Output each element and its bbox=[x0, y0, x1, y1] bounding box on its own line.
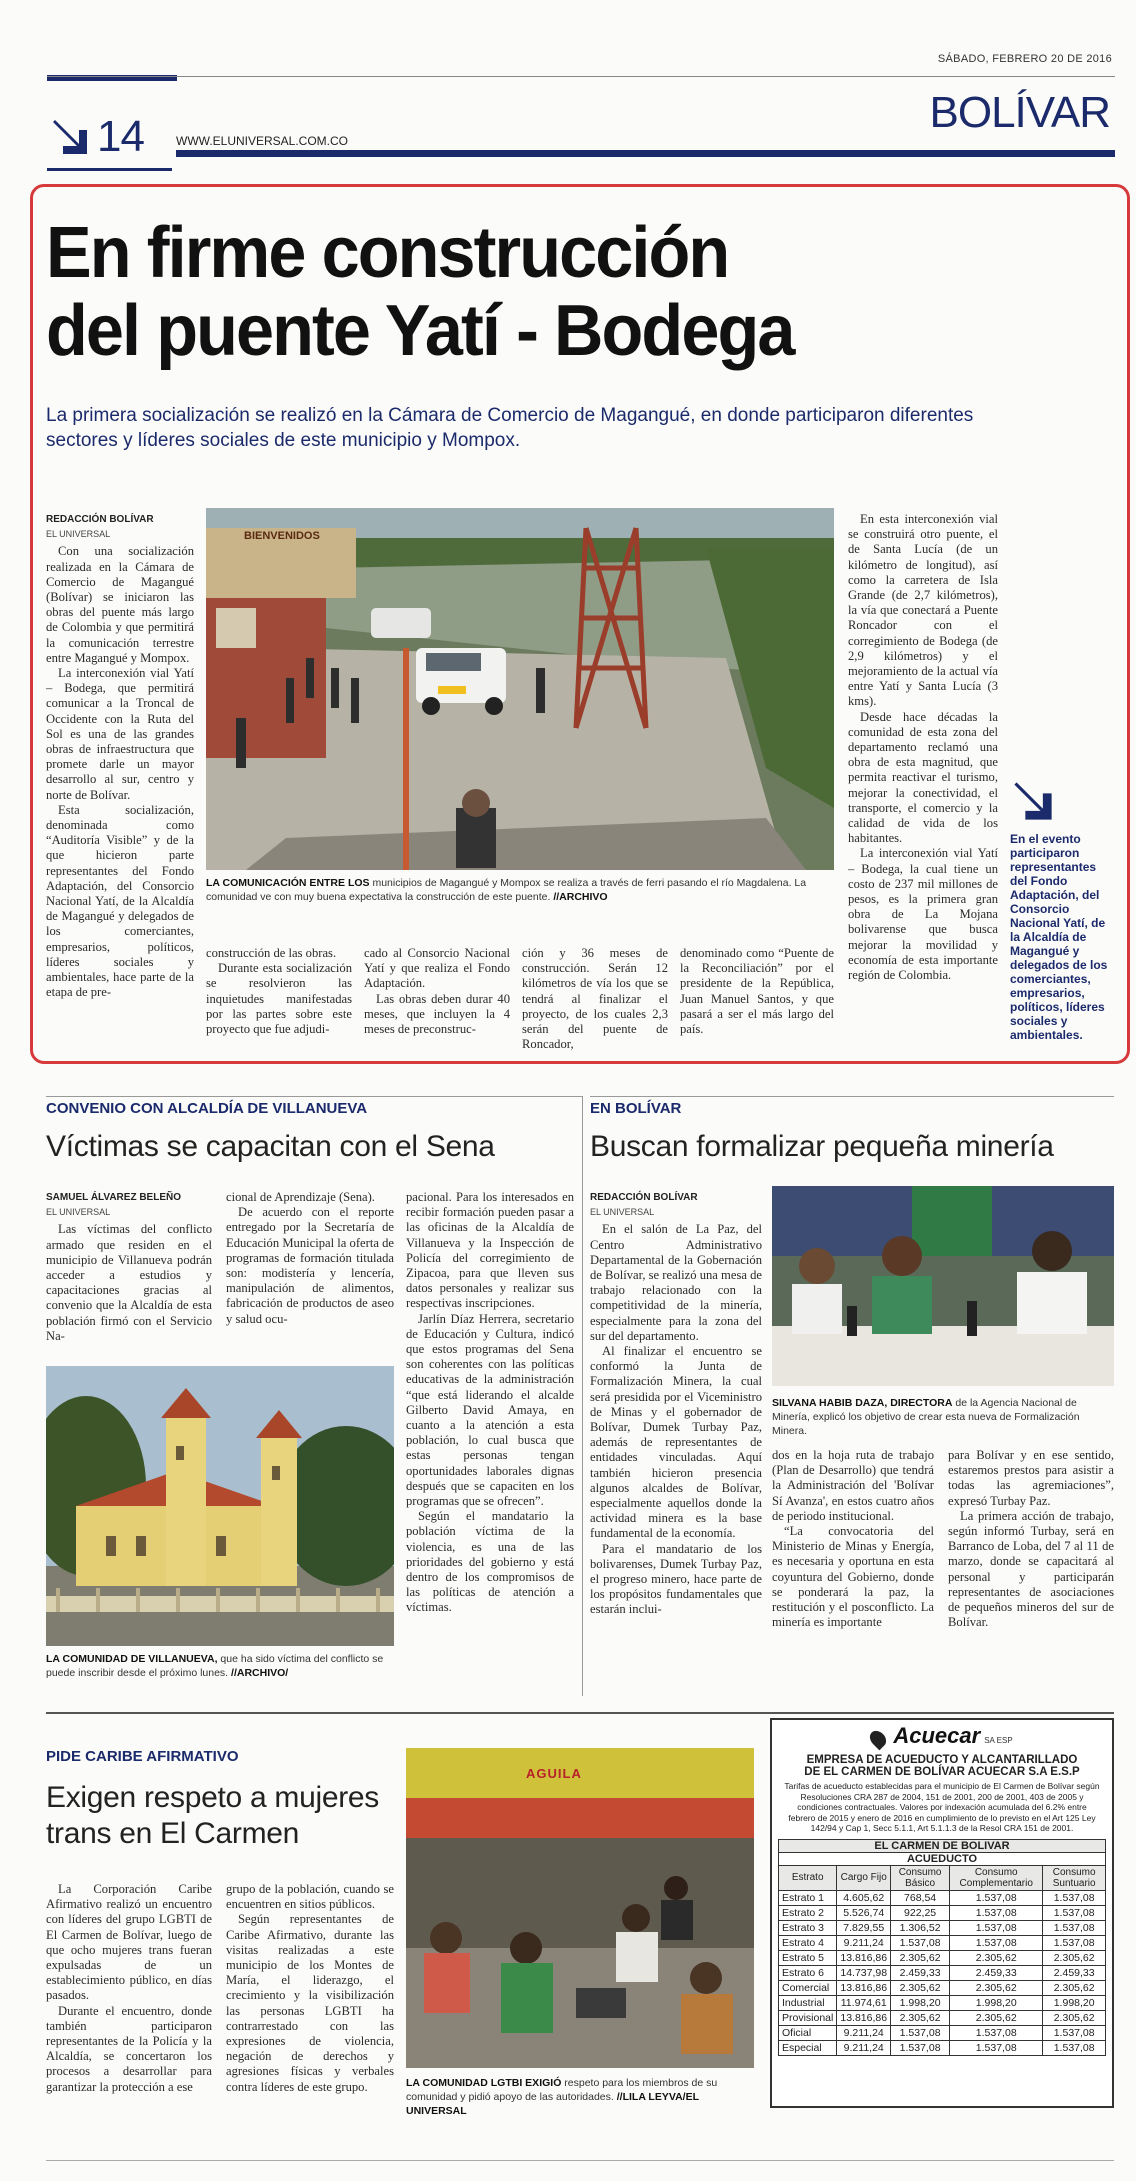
tariff-cell: 1.537,08 bbox=[950, 2040, 1043, 2055]
victimas-byline-outlet: EL UNIVERSAL bbox=[46, 1207, 111, 1218]
main-bottom-col1 bbox=[206, 946, 352, 1037]
tariff-cell: 13.816,86 bbox=[837, 2010, 891, 2025]
tariff-cell: 2.305,62 bbox=[891, 1950, 950, 1965]
tariff-cell: 9.211,24 bbox=[837, 2040, 891, 2055]
tariff-cell: Estrato 5 bbox=[779, 1950, 837, 1965]
tariff-row bbox=[779, 2025, 1106, 2040]
tariff-cell: 1.537,08 bbox=[1043, 1935, 1106, 1950]
main-col4-p2: Desde hace décadas la comunidad de esta zona del departamento reclamó una obra de esta magnitud, que permita reactivar el turismo, mejorar la conectividad, el transporte, el comercio y la calidad de vida de los habitantes. bbox=[848, 709, 998, 846]
header-page-rule bbox=[47, 168, 172, 171]
tariff-cell: 1.306,52 bbox=[891, 1920, 950, 1935]
tariff-row bbox=[779, 1965, 1106, 1980]
tariff-cell: 1.998,20 bbox=[1043, 1995, 1106, 2010]
tariff-cell: 1.537,08 bbox=[950, 2025, 1043, 2040]
header-date: SÁBADO, FEBRERO 20 DE 2016 bbox=[937, 53, 1112, 65]
victimas-col3-p3: Según el mandatario la población víctima de la violencia, es una de las prioridades del gobierno y está dentro de los compromisos de las políticas de atención a víctimas. bbox=[406, 1509, 574, 1615]
mineria-caption bbox=[772, 1396, 1114, 1438]
tariff-cell: 1.998,20 bbox=[891, 1995, 950, 2010]
tariff-cell: 2.305,62 bbox=[950, 1950, 1043, 1965]
trans-top-rule bbox=[46, 1712, 1114, 1714]
acuecar-legal: Tarifas de acueducto establecidas para el municipio de El Carmen de Bolívar según Resoluciones CRA 287 de 2004, 151 de 2001, 200 de 2001, 403 de 2005 y condiciones contractuales. Valores por indexación acumulada del 6.2% entre febrero de 2015 y enero de 2016 en cumplimiento de lo previsto en el Art 125 Ley 142/94 y Cap 1, Secc 5.1.1, Art 5.1.1.3 de la Resol CRA 151 de 2001. bbox=[784, 1781, 1100, 1833]
tariff-cell: 13.816,86 bbox=[837, 1950, 891, 1965]
tariff-cell: 9.211,24 bbox=[837, 1935, 891, 1950]
trans-caption-text: respeto para los miembros de su comunidad y pidió apoyo de las autoridades. bbox=[406, 2077, 718, 2103]
tariff-cell: 2.305,62 bbox=[950, 2010, 1043, 2025]
panel-photo-illustration bbox=[772, 1186, 1114, 1386]
mineria-col3 bbox=[948, 1448, 1114, 1630]
mineria-col1-p2: Al finalizar el encuentro se conformó la Junta de Formalización Minera, la cual será presidida por el Viceministro de Minas y el gobernador de Bolívar, Dumek Turbay Paz, además de representantes de entidades vinculadas. Aquí también hicieron presencia algunos alcaldes de Bolívar, especialmente aquellos donde la actividad minera es la base fundamental de la economía. bbox=[590, 1344, 762, 1541]
acuecar-company-line1: EMPRESA DE ACUEDUCTO Y ALCANTARILLADO bbox=[806, 1754, 1078, 1766]
tariff-header-cell: Consumo Complementario bbox=[950, 1865, 1043, 1890]
victimas-top-rule bbox=[46, 1096, 582, 1097]
mineria-title: Buscan formalizar pequeña minería bbox=[590, 1130, 1054, 1163]
tariff-cell: 9.211,24 bbox=[837, 2025, 891, 2040]
tariff-cell: Provisional bbox=[779, 2010, 837, 2025]
tariff-cell: 2.305,62 bbox=[1043, 1980, 1106, 1995]
tariff-row bbox=[779, 1890, 1106, 1905]
trans-col1-p2: Durante el encuentro, donde también participaron representantes de la Policía y la Alcaldía, se concertaron los procesos a desarrollar para garantizar la protección a ese bbox=[46, 2003, 212, 2094]
acuecar-brand-sub: SA ESP bbox=[984, 1736, 1013, 1745]
tariff-cell: 1.537,08 bbox=[950, 1920, 1043, 1935]
victimas-photo-church bbox=[46, 1366, 394, 1646]
ferry-photo-illustration bbox=[206, 508, 834, 870]
main-photo-ferry bbox=[206, 508, 834, 870]
acuecar-brand: Acuecar bbox=[893, 1723, 981, 1748]
tariff-cell: 5.526,74 bbox=[837, 1905, 891, 1920]
victimas-caption-text: que ha sido víctima del conflicto se puede inscribir desde el próximo lunes. bbox=[46, 1653, 384, 1679]
victimas-caption bbox=[46, 1652, 394, 1680]
victimas-col1 bbox=[46, 1190, 212, 1344]
main-headline-line2: del puente Yatí - Bodega bbox=[46, 291, 794, 371]
tariff-cell: Oficial bbox=[779, 2025, 837, 2040]
main-bottom-col4 bbox=[680, 946, 834, 1037]
tariff-cell: Comercial bbox=[779, 1980, 837, 1995]
tariff-row bbox=[779, 2010, 1106, 2025]
main-bottom-col3 bbox=[522, 946, 668, 1052]
tariff-cell: 1.537,08 bbox=[1043, 1890, 1106, 1905]
tariff-header-cell: Consumo Suntuario bbox=[1043, 1865, 1106, 1890]
mineria-caption-lead: SILVANA HABIB DAZA, DIRECTORA bbox=[772, 1397, 953, 1409]
trans-col1 bbox=[46, 1882, 212, 2095]
victimas-kicker: CONVENIO CON ALCALDÍA DE VILLANUEVA bbox=[46, 1100, 368, 1117]
main-bottom-col2 bbox=[364, 946, 510, 1037]
main-caption-lead: LA COMUNICACIÓN ENTRE LOS bbox=[206, 877, 370, 889]
trans-title-line2: trans en El Carmen bbox=[46, 1817, 300, 1850]
page-number: 14 bbox=[97, 112, 144, 161]
victimas-caption-lead: LA COMUNIDAD DE VILLANUEVA, bbox=[46, 1653, 218, 1665]
column-divider bbox=[582, 1096, 583, 1696]
mineria-col2-p1: dos en la hoja ruta de trabajo (Plan de Desarrollo) que tendrá la Administración del 'Bolívar Sí Avanza', en estos cuatro años de periodo institucional. bbox=[772, 1448, 934, 1523]
tariff-cell: 13.816,86 bbox=[837, 1980, 891, 1995]
tariff-cell: Estrato 3 bbox=[779, 1920, 837, 1935]
tariff-cell: 2.305,62 bbox=[950, 1980, 1043, 1995]
tariff-cell: 2.305,62 bbox=[891, 1980, 950, 1995]
main-bottom-col1-p1: construcción de las obras. bbox=[206, 946, 337, 960]
tariff-row bbox=[779, 1995, 1106, 2010]
main-col1 bbox=[46, 512, 194, 1001]
church-photo-illustration bbox=[46, 1366, 394, 1646]
tariff-cell: 1.998,20 bbox=[950, 1995, 1043, 2010]
acuecar-table-subtitle: ACUEDUCTO bbox=[778, 1852, 1106, 1865]
trans-col2-p1: grupo de la población, cuando se encuentren en sitios públicos. bbox=[226, 1882, 394, 1912]
trans-title-line1: Exigen respeto a mujeres bbox=[46, 1781, 379, 1814]
water-drop-icon bbox=[867, 1728, 890, 1751]
acuecar-company-line2: DE EL CARMEN DE BOLÍVAR ACUECAR S.A E.S.P bbox=[804, 1766, 1080, 1778]
tariff-cell: 2.305,62 bbox=[891, 2010, 950, 2025]
mineria-col3-p2: La primera acción de trabajo, según informó Turbay, será en Barranco de Loba, del 7 al 11 de marzo, donde se capacitará al personal y participarán representantes de asociaciones de pequeños mineros del sur de Bolívar. bbox=[948, 1508, 1114, 1630]
tariff-cell: 2.305,62 bbox=[1043, 2010, 1106, 2025]
section-name: BOLÍVAR bbox=[929, 88, 1110, 137]
main-byline-outlet: EL UNIVERSAL bbox=[46, 529, 111, 540]
victimas-col2-p2: De acuerdo con el reporte entregado por la Secretaría de Educación Municipal la oferta de programas de formación titulada son: modistería y lencería, manipulación de alimentos, fabricación de productos de aseo y salud ocu- bbox=[226, 1205, 394, 1326]
main-bottom-col4-p1: denominado como “Puente de la Reconciliación” por el presidente de la República, Juan Manuel Santos, y que pasará a ser el más largo del país. bbox=[680, 946, 834, 1037]
tariff-cell: 1.537,08 bbox=[1043, 1920, 1106, 1935]
tariff-header-cell: Cargo Fijo bbox=[837, 1865, 891, 1890]
trans-photo-sign: AGUILA bbox=[526, 1766, 582, 1781]
trans-caption-lead: LA COMUNIDAD LGTBI EXIGIÓ bbox=[406, 2077, 562, 2089]
trans-col1-p1: La Corporación Caribe Afirmativo realizó un encuentro con líderes del grupo LGBTI de El Carmen de Bolívar, luego de que ocho mujeres trans fueran expulsadas de un establecimiento público, en días pasados. bbox=[46, 1882, 212, 2003]
main-bottom-col1-p2: Durante esta socialización se resolvieron las inquietudes manifestadas por las partes sobre este proyecto que fue adjudi- bbox=[206, 961, 352, 1037]
tariff-cell: 4.605,62 bbox=[837, 1890, 891, 1905]
main-col1-p2: La interconexión vial Yatí – Bodega, que permitirá comunicar a la Troncal de Occidente con la Ruta del Sol es una de las grandes obras de infraestructura que promete darle un mayor desarrollo al sur, centro y norte de Bolívar. bbox=[46, 666, 194, 802]
trans-caption-credit: //LILA LEYVA/EL UNIVERSAL bbox=[406, 2091, 699, 2117]
tariff-row bbox=[779, 1920, 1106, 1935]
victimas-col3 bbox=[406, 1190, 574, 1616]
tariff-cell: 922,25 bbox=[891, 1905, 950, 1920]
victimas-col2-p1: cional de Aprendizaje (Sena). bbox=[226, 1190, 375, 1204]
main-bottom-col3-p1: ción y 36 meses de construcción. Serán 12 kilómetros de vía los que se tendrá al finalizar el proyecto, de los cuales 2,3 serán del puente de Roncador, bbox=[522, 946, 668, 1052]
main-bottom-col2-p1: cado al Consorcio Nacional Yatí y que realiza el Fondo Adaptación. bbox=[364, 946, 510, 991]
tariff-cell: Estrato 1 bbox=[779, 1890, 837, 1905]
arrow-down-right-icon bbox=[49, 116, 91, 158]
page-bottom-rule bbox=[46, 2160, 1114, 2161]
tariff-cell: 1.537,08 bbox=[950, 1905, 1043, 1920]
tariff-cell: Industrial bbox=[779, 1995, 837, 2010]
mineria-col2-p2: “La convocatoria del Ministerio de Minas y Energía, es necesaria y oportuna en esta coyuntura del Gobierno, donde se ponderará la paz, la restitución y el posconflicto. La minería es importante bbox=[772, 1524, 934, 1630]
photo-sign-text: BIENVENIDOS bbox=[244, 530, 320, 542]
tariff-cell: Estrato 6 bbox=[779, 1965, 837, 1980]
main-col4 bbox=[848, 512, 998, 983]
mineria-caption-text: de la Agencia Nacional de Minería, explicó los objetivo de crear esta nueva de Formalización Minera. bbox=[772, 1397, 1080, 1437]
tariff-cell: 1.537,08 bbox=[1043, 1905, 1106, 1920]
trans-kicker: PIDE CARIBE AFIRMATIVO bbox=[46, 1748, 239, 1765]
tariff-cell: Estrato 2 bbox=[779, 1905, 837, 1920]
tariff-cell: 1.537,08 bbox=[950, 1890, 1043, 1905]
tariff-cell: 1.537,08 bbox=[950, 1935, 1043, 1950]
victimas-col3-p1: pacional. Para los interesados en recibir formación pueden pasar a las oficinas de la Alcaldía de Villanueva y la Inspección de Policía del corregimiento de Zipacoa, para que lleven sus datos personales y realizar sus respectivas inscripciones. bbox=[406, 1190, 574, 1311]
trans-title bbox=[46, 1780, 379, 1852]
tariff-row bbox=[779, 2040, 1106, 2055]
tariff-cell: 2.305,62 bbox=[1043, 1950, 1106, 1965]
tariff-cell: 2.459,33 bbox=[891, 1965, 950, 1980]
header-top-rule bbox=[47, 76, 1115, 77]
mineria-kicker: EN BOLÍVAR bbox=[590, 1100, 682, 1117]
victimas-col1-p1: Las víctimas del conflicto armado que residen en el municipio de Villanueva podrán acceder a estudios y capacitaciones gracias al convenio que la Alcaldía de esta población firmó con el Servicio Na- bbox=[46, 1222, 212, 1343]
tariff-row bbox=[779, 1905, 1106, 1920]
tariff-cell: 1.537,08 bbox=[891, 2025, 950, 2040]
tariff-header-cell: Consumo Básico bbox=[891, 1865, 950, 1890]
mineria-col1-p1: En el salón de La Paz, del Centro Administrativo Departamental de la Gobernación de Bolívar, se realizó una mesa de trabajo relacionado con la competitividad de la minería, especialmente para la zona del sur del departamento. bbox=[590, 1222, 762, 1343]
acuecar-table-title: EL CARMEN DE BOLIVAR bbox=[778, 1839, 1106, 1852]
mineria-byline: REDACCIÓN BOLÍVAR bbox=[590, 1192, 698, 1203]
mineria-col3-p1: para Bolívar y en ese sentido, estaremos prestos para asistir a todas las agremiaciones”, expresó Turbay Paz. bbox=[948, 1448, 1114, 1508]
victimas-byline: SAMUEL ÁLVAREZ BELEÑO bbox=[46, 1192, 182, 1203]
mineria-col1-p3: Para el mandatario de los bolivarenses, Dumek Turbay Paz, el progreso minero, hace parte de los propósitos fundamentales que estarán inclui- bbox=[590, 1541, 762, 1617]
tariff-header-cell: Estrato bbox=[779, 1865, 837, 1890]
tariff-cell: 1.537,08 bbox=[891, 1935, 950, 1950]
page-number-box bbox=[47, 110, 172, 168]
mineria-col2 bbox=[772, 1448, 934, 1630]
mineria-top-rule bbox=[590, 1096, 1114, 1097]
victimas-col2 bbox=[226, 1190, 394, 1327]
tariff-cell: 1.537,08 bbox=[1043, 2025, 1106, 2040]
sidebar-arrow-icon bbox=[1010, 778, 1056, 824]
header-blue-rule bbox=[176, 150, 1115, 157]
main-headline-line1: En firme construcción bbox=[46, 213, 729, 293]
tariff-cell: Especial bbox=[779, 2040, 837, 2055]
main-bottom-col2-p2: Las obras deben durar 40 meses, que incluyen la 4 meses de preconstruc- bbox=[364, 991, 510, 1037]
main-caption-credit: //ARCHIVO bbox=[553, 891, 608, 903]
main-col4-p3: La interconexión vial Yatí – Bodega, la cual tiene un costo de 237 mil millones de pesos, es la primera gran obra de La Mojana bolivarense que busca mejorar la movilidad y economía de esta importante región de Colombia. bbox=[848, 846, 998, 983]
mineria-photo-panel bbox=[772, 1186, 1114, 1386]
acuecar-ad bbox=[770, 1718, 1114, 2108]
header-website: WWW.ELUNIVERSAL.COM.CO bbox=[176, 134, 349, 148]
tariff-table bbox=[778, 1865, 1106, 2056]
mineria-col1 bbox=[590, 1190, 762, 1618]
main-photo-caption bbox=[206, 876, 834, 904]
trans-caption bbox=[406, 2076, 754, 2118]
victimas-caption-credit: //ARCHIVO/ bbox=[231, 1667, 289, 1679]
tariff-row bbox=[779, 1950, 1106, 1965]
tariff-cell: 2.459,33 bbox=[950, 1965, 1043, 1980]
main-headline bbox=[46, 214, 793, 370]
main-byline: REDACCIÓN BOLÍVAR bbox=[46, 514, 154, 525]
tariff-cell: 768,54 bbox=[891, 1890, 950, 1905]
trans-photo-meeting bbox=[406, 1748, 754, 2068]
main-col4-p1: En esta interconexión vial se construirá otro puente, el de Santa Lucía (de un kilómetro de longitud), así como la carretera de Isla Grande (de 2,7 kilómetros), la vía que conectará a Puente Roncador con el corregimiento de Bodega (de 2,9 kilómetros) y el mejoramiento de la actual vía entre Yatí y Santa Lucía (3 kms). bbox=[848, 512, 998, 709]
meeting-photo-illustration bbox=[406, 1748, 754, 2068]
tariff-row bbox=[779, 1980, 1106, 1995]
tariff-cell: 11.974,61 bbox=[837, 1995, 891, 2010]
tariff-cell: 1.537,08 bbox=[891, 2040, 950, 2055]
trans-col2-p2: Según representantes de Caribe Afirmativo, durante las visitas realizadas a este municipio de los Montes de María, el liderazgo, el crecimiento y la visibilización las personas LGBTI ha contrarrestado con las expresiones de violencia, negación de derechos y agresiones físicas y verbales contra líderes de este grupo. bbox=[226, 1912, 394, 2094]
tariff-cell: 1.537,08 bbox=[1043, 2040, 1106, 2055]
mineria-byline-outlet: EL UNIVERSAL bbox=[590, 1207, 655, 1218]
acuecar-logo bbox=[778, 1723, 1106, 1751]
tariff-cell: 14.737,98 bbox=[837, 1965, 891, 1980]
victimas-title: Víctimas se capacitan con el Sena bbox=[46, 1130, 495, 1163]
main-caption-text: municipios de Magangué y Mompox se realiza a través de ferri pasando el río Magdalena. La comunidad ve con muy buena expectativa la construcción de este puente. bbox=[206, 877, 807, 903]
sidebar-note: En el evento participaron representantes del Fondo Adaptación, del Consorcio Nacional Yatí, de la Alcaldía de Magangué y delegados de los comerciantes, empresarios, políticos, líderes sociales y ambientales. bbox=[1010, 832, 1108, 1042]
main-col1-p3: Esta socialización, denominada como “Auditoría Visible” y de la que hicieron parte representantes del Fondo Adaptación, del Consorcio Nacional Yatí, de la Alcaldía de Magangué y delegados de los comerciantes, empresarios, políticos, líderes sociales y ambientales, hace parte de la etapa de pre- bbox=[46, 802, 194, 1000]
main-col1-p1: Con una socialización realizada en la Cámara de Comercio de Magangué (Bolívar) se iniciaron las obras del puente más largo de Colombia y que permitirá la comunicación terrestre entre Magangué y Mompox. bbox=[46, 544, 194, 665]
tariff-cell: 7.829,55 bbox=[837, 1920, 891, 1935]
tariff-cell: Estrato 4 bbox=[779, 1935, 837, 1950]
main-deck: La primera socialización se realizó en la Cámara de Comercio de Magangué, en donde participaron diferentes sectores y líderes sociales de este municipio y Mompox. bbox=[46, 405, 974, 451]
trans-col2 bbox=[226, 1882, 394, 2095]
tariff-cell: 2.459,33 bbox=[1043, 1965, 1106, 1980]
victimas-col3-p2: Jarlín Díaz Herrera, secretario de Educación y Cultura, indicó que estos programas del Sena son coherentes con las políticas educativas de la administración “que está liderando el alcalde Gilberto David Amaya, en cuanto a la atención a esta población, lo cual busca que estas personas tengan oportunidades laborales dignas después que se capaciten en los programas que se ofrecen”. bbox=[406, 1311, 574, 1509]
tariff-row bbox=[779, 1935, 1106, 1950]
